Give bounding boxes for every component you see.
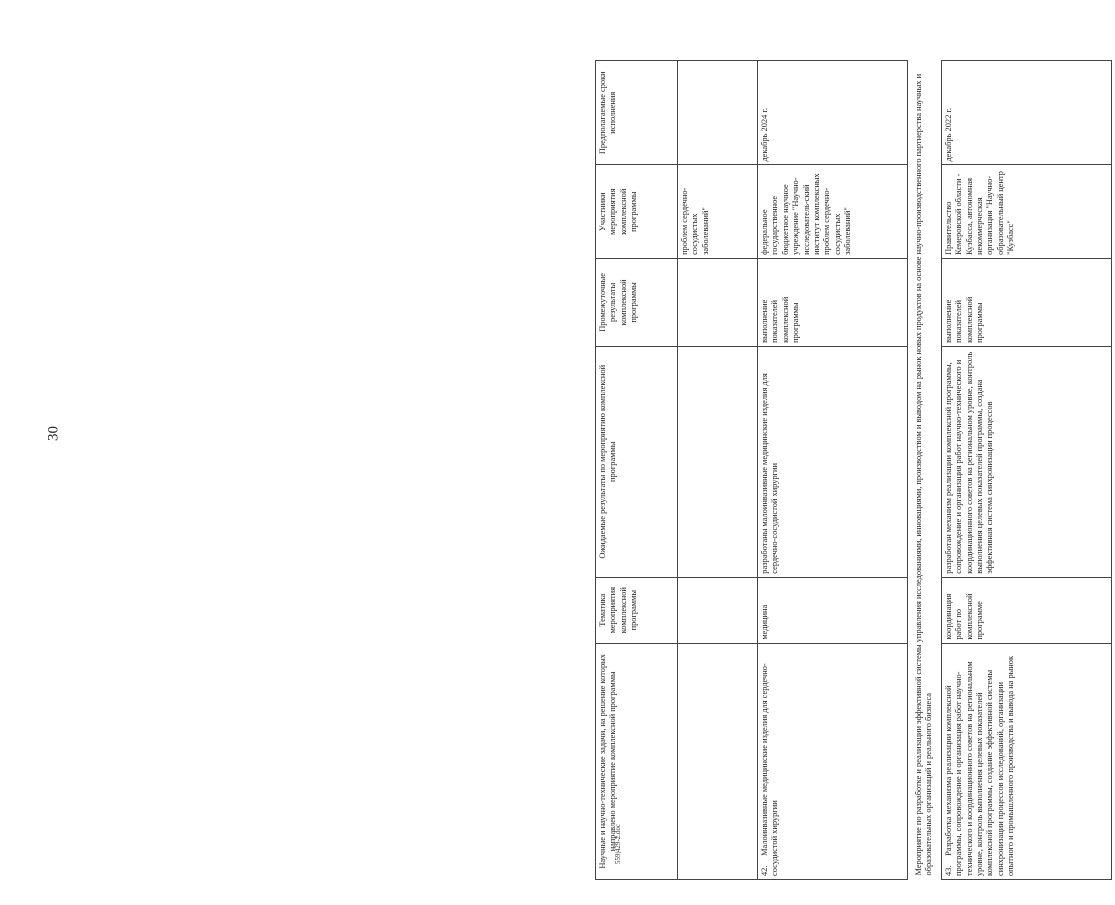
- row-expected: разработан механизм реализации комплексной программы, сопровождение и организация работ научно-технического и координационного советов на региональном уровне, контроль выполнения целевых показателей программы, создана эффективная система синхронизации процессов: [941, 346, 1111, 577]
- table-row: [941, 61, 1111, 880]
- row-theme: медицина: [758, 577, 908, 643]
- program-table: [595, 60, 1112, 880]
- section-row: [908, 61, 942, 880]
- header-deadline: Предполагаемые сроки исполнения: [596, 61, 678, 165]
- row-deadline: декабрь 2024 г.: [758, 61, 908, 165]
- row-intermediate: выполнение показателей комплексной программы: [758, 258, 908, 346]
- continuation-row: [678, 61, 758, 880]
- row-expected: разработаны малоинвазивные медицинские изделия для сердечно-сосудистой хирургии: [758, 346, 908, 577]
- table-row: [758, 61, 908, 880]
- row-number: 42.: [760, 865, 769, 876]
- row-number: 43.: [943, 865, 953, 876]
- header-tasks: Научные и научно-технические задачи, на решение которых направлено мероприятие комплексной программы: [596, 643, 678, 879]
- section-title: Мероприятие по разработке и реализации эффективной системы управления исследованиями, инновациями, производством и выводом на рынок новых продуктов на основе научно-производственного партнерства научных и образовательных организаций и реального бизнеса: [908, 61, 942, 880]
- row-participants: Правительство Кемеровской области - Кузбасса, автономная некоммерческая организация "Научно-образовательный центр "Кузбасс": [941, 165, 1111, 258]
- header-expected-results: Ожидаемые результаты по мероприятию комплексной программы: [596, 346, 678, 577]
- row-task: [941, 643, 1111, 879]
- row-task: [758, 643, 908, 879]
- row-participants: федеральное государственное бюджетное научное учреждение "Научно-исследователь-ский институт комплексных проблем сердечно-сосудистых заболеваний": [758, 165, 908, 258]
- row-theme: координация работ по комплексной программе: [941, 577, 1111, 643]
- row-deadline: декабрь 2022 г.: [941, 61, 1111, 165]
- header-theme: Тематика мероприятия комплексной программы: [596, 577, 678, 643]
- header-intermediate-results: Промежуточные результаты комплексной программы: [596, 258, 678, 346]
- header-participants: Участники мероприятия комплексной программы: [596, 165, 678, 258]
- rotated-table-region: [595, 60, 1115, 880]
- table-header-row: [596, 61, 678, 880]
- continuation-participants: проблем сердечно-сосудистых заболеваний": [678, 165, 758, 258]
- page-number: 30: [45, 426, 62, 441]
- task-text: Малоинвазивные медицинские изделия для сердечно-сосудистой хирургии: [760, 663, 780, 876]
- task-text: Разработка механизма реализации комплексной программы, сопровождение и организация работ научно-технического и координационного советов на региональном уровне, контроль выполнения целевых показателей комплексной программы, создание эффективной системы синхронизации процессов исследований, организации опытного и промышленного производства и вывода на рынок: [943, 655, 1016, 876]
- row-intermediate: выполнение показателей комплексной программы: [941, 258, 1111, 346]
- document-reference: 559|429-2.doc: [614, 823, 623, 865]
